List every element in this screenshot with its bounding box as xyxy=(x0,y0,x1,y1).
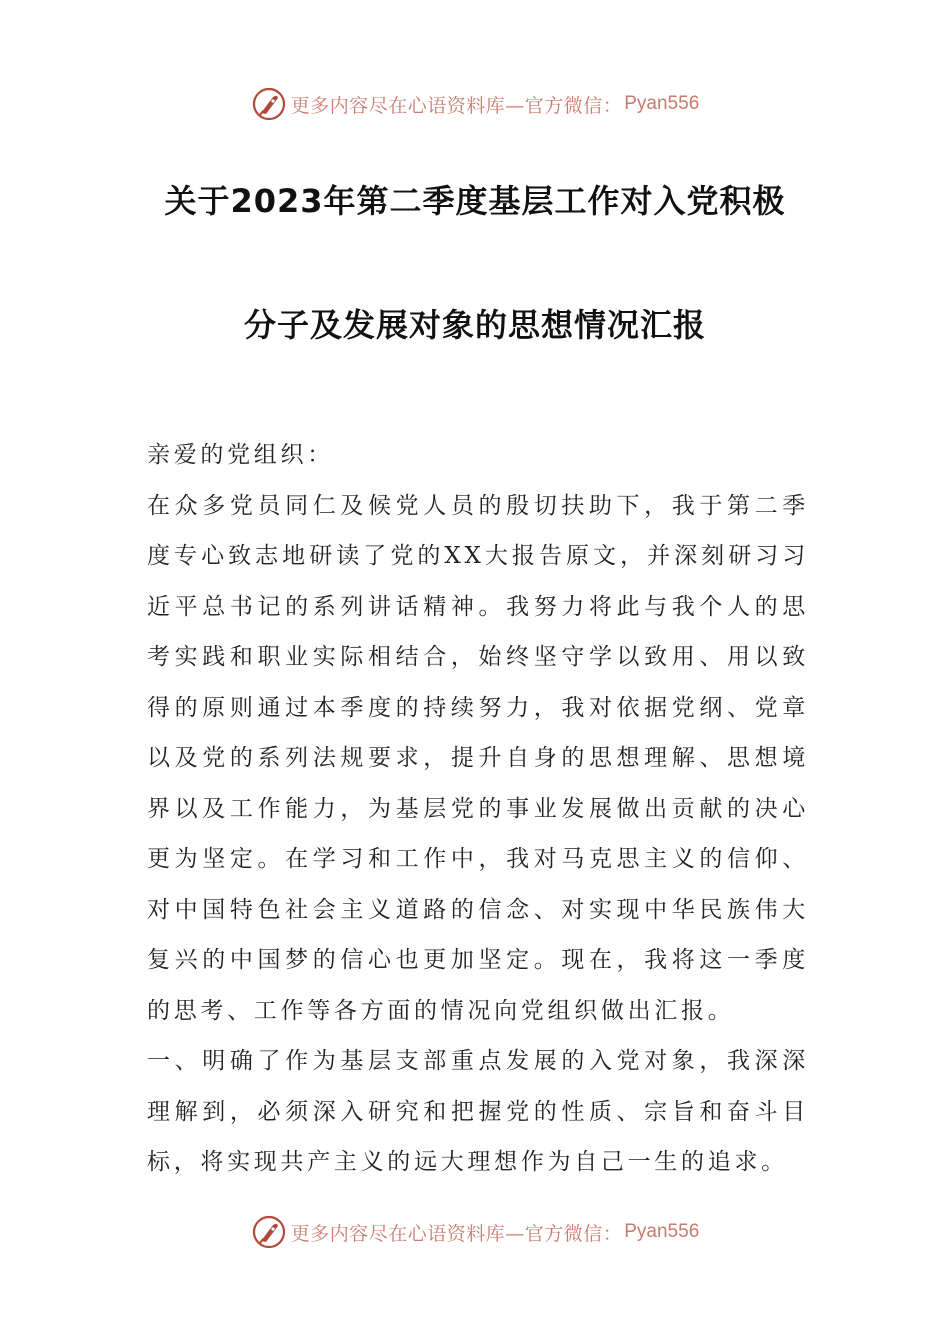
salutation: 亲爱的党组织： xyxy=(147,442,334,468)
watermark-wechat-id: Pyan556 xyxy=(624,93,700,114)
watermark-text: 更多内容尽在心语资料库—官方微信： xyxy=(290,94,623,117)
pen-nib-icon xyxy=(251,86,287,122)
body-paragraph-1: 在众多党员同仁及候党人员的殷切扶助下，我于第二季度专心致志地研读了党的XX大报告原文，并深刻研习习近平总书记的系列讲话精神。我努力将此与我个人的思考实践和职业实际相结合，始终坚守学以致用、用以致得的原则通过本季度的持续努力，我对依据党纲、党章以及党的系列法规要求，提升自身的思想理解、思想境界以及工作能力，为基层党的事业发展做出贡献的决心更为坚定。在学习和工作中，我对马克思主义的信仰、对中国特色社会主义道路的信念、对实现中华民族伟大复兴的中国梦的信心也更加坚定。现在，我将这一季度的思考、工作等各方面的情况向党组织做出汇报。 xyxy=(147,492,809,1024)
watermark-text: 更多内容尽在心语资料库—官方微信： xyxy=(290,1222,623,1245)
document-body xyxy=(147,430,809,1188)
pen-nib-icon xyxy=(251,1214,287,1250)
body-paragraph-2: 一、明确了作为基层支部重点发展的入党对象，我深深理解到，必须深入研究和把握党的性质、宗旨和奋斗目标，将实现共产主义的远大理想作为自己一生的追求。 xyxy=(147,1048,809,1175)
document-title-line-2: 分子及发展对象的思想情况汇报 xyxy=(243,306,706,344)
watermark-footer xyxy=(0,1212,950,1252)
watermark-wechat-id: Pyan556 xyxy=(624,1221,700,1242)
document-title-line-1: 关于2023年第二季度基层工作对入党积极 xyxy=(164,182,786,220)
watermark-header xyxy=(0,84,950,124)
